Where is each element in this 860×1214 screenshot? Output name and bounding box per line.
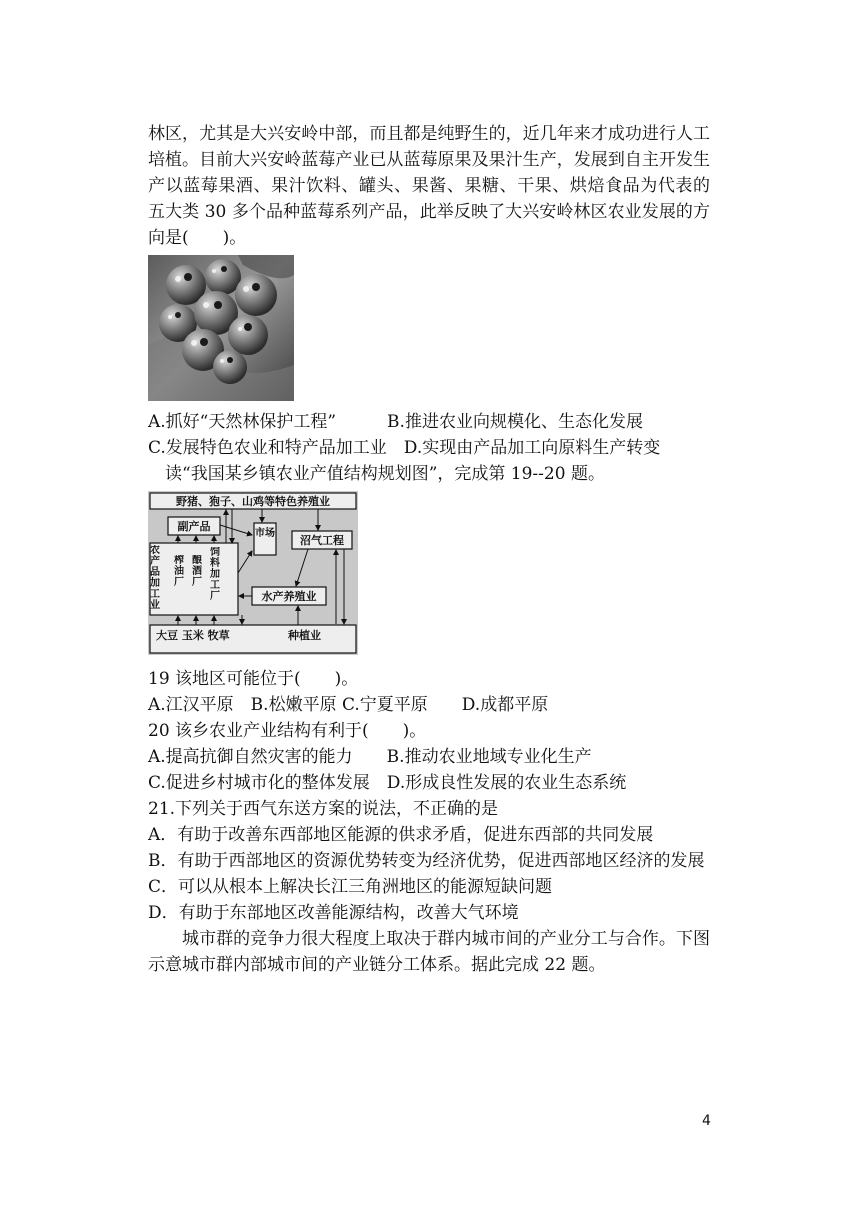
page-number: 4 bbox=[702, 1113, 711, 1129]
q18-option-line-2: C.发展特色农业和特产品加工业 D.实现由产品加工向原料生产转变 bbox=[148, 438, 661, 458]
diagram-bottom-left: 大豆 玉米 牧草 bbox=[156, 629, 230, 642]
blueberry-photo bbox=[148, 255, 294, 401]
q20-stem: 20 该乡农业产业结构有利于( )。 bbox=[148, 721, 427, 741]
diagram-byproducts: 副产品 bbox=[177, 520, 211, 533]
diagram-agri-processing: 农产品加工业 bbox=[150, 545, 160, 611]
diagram-bottom-right: 种植业 bbox=[288, 629, 321, 642]
q20-option-line-1: A.提高抗御自然灾害的能力 B.推动农业地域专业化生产 bbox=[148, 747, 592, 767]
diagram-biogas: 沼气工程 bbox=[300, 534, 344, 547]
q21-option-a: A．有助于改善东西部地区能源的供求矛盾，促进东西部的共同发展 bbox=[148, 825, 654, 845]
diagram-oil-factory: 榨油厂 bbox=[174, 555, 184, 588]
q19-options: A.江汉平原 B.松嫩平原 C.宁夏平原 D.成都平原 bbox=[148, 695, 549, 715]
intro-line-1: 林区，尤其是大兴安岭中部，而且都是纯野生的，近几年来才成功进行人工 bbox=[148, 124, 710, 144]
agri-structure-diagram bbox=[148, 491, 358, 655]
q22-intro-line-2: 示意城市群内部城市间的产业链分工体系。据此完成 22 题。 bbox=[148, 955, 606, 975]
intro-line-2: 培植。目前大兴安岭蓝莓产业已从蓝莓原果及果汁生产，发展到自主开发生 bbox=[148, 150, 710, 170]
intro-line-4: 五大类 30 多个品种蓝莓系列产品，此举反映了大兴安岭林区农业发展的方 bbox=[148, 202, 710, 222]
q21-option-d: D．有助于东部地区改善能源结构，改善大气环境 bbox=[148, 903, 519, 923]
intro-line-3: 产以蓝莓果酒、果汁饮料、罐头、果酱、果糖、干果、烘焙食品为代表的 bbox=[148, 176, 710, 196]
diagram-top-box: 野猪、狍子、山鸡等特色养殖业 bbox=[176, 495, 330, 508]
q21-option-b: B．有助于西部地区的资源优势转变为经济优势，促进西部地区经济的发展 bbox=[148, 851, 705, 871]
q18-option-line-1: A.抓好“天然林保护工程” B.推进农业向规模化、生态化发展 bbox=[148, 412, 643, 432]
intro-line-5: 向是( )。 bbox=[148, 228, 247, 248]
diagram-brewery: 酿酒厂 bbox=[192, 555, 202, 588]
diagram-market: 市场 bbox=[255, 528, 275, 539]
q22-intro-line-1: 城市群的竞争力很大程度上取决于群内城市间的产业分工与合作。下图 bbox=[148, 929, 710, 949]
diagram-feed-factory: 饲料加工厂 bbox=[210, 547, 220, 602]
svg-text:市场 bbox=[255, 526, 275, 539]
q19-stem: 19 该地区可能位于( )。 bbox=[148, 669, 359, 689]
diagram-aquaculture: 水产养殖业 bbox=[261, 590, 317, 603]
q21-stem: 21.下列关于西气东送方案的说法，不正确的是 bbox=[148, 799, 499, 819]
q21-option-c: C．可以从根本上解决长江三角洲地区的能源短缺问题 bbox=[148, 877, 553, 897]
read-instruction: 读“我国某乡镇农业产值结构规划图”，完成第 19--20 题。 bbox=[148, 464, 605, 484]
q20-option-line-2: C.促进乡村城市化的整体发展 D.形成良性发展的农业生态系统 bbox=[148, 773, 627, 793]
